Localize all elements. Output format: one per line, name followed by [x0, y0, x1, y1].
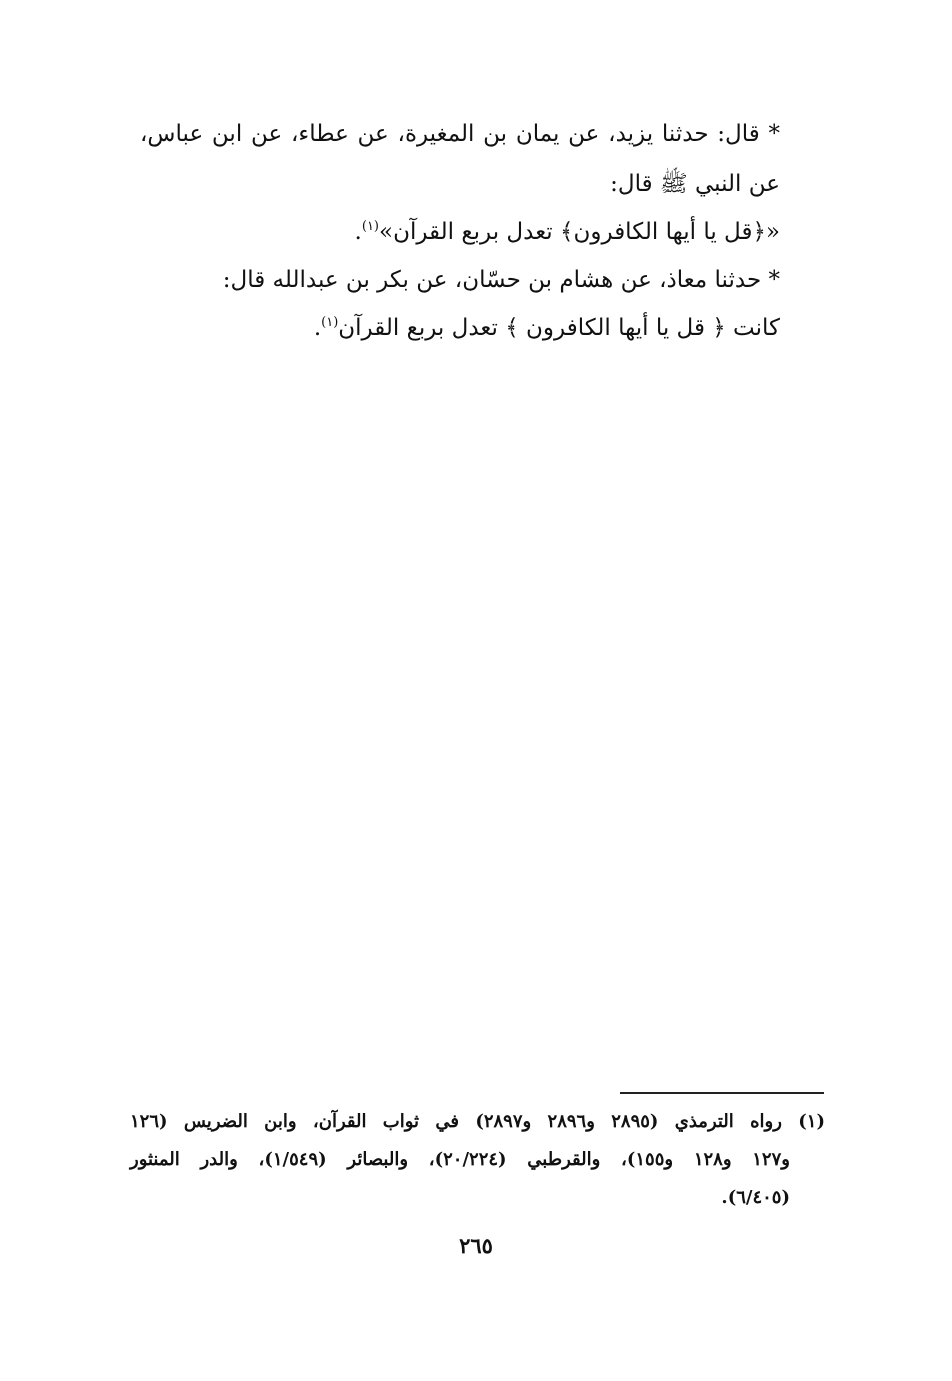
main-text: [140, 108, 780, 352]
text-line: عن النبي ﷺ قال:: [610, 171, 780, 197]
hadith-line-3: [140, 208, 780, 256]
hadith-line-2: [140, 160, 780, 208]
hadith-line-1: [140, 108, 780, 160]
page-number: ٢٦٥: [459, 1233, 493, 1258]
footnote-line-3: (٦/٤٠٥).: [721, 1187, 790, 1208]
hadith-line-5: [140, 304, 780, 352]
footnote-marker: (١): [361, 219, 379, 234]
footnote-line-1: (١) رواه الترمذي (٢٨٩٥ و٢٨٩٦ و٢٨٩٧) في ثواب القرآن، وابن الضريس (١٢٦: [130, 1111, 825, 1132]
footnote-marker: (١): [321, 315, 339, 330]
text-line: «﴿قل يا أيها الكافرون﴾ تعدل بربع القرآن»: [379, 219, 780, 245]
footnotes: [130, 1103, 825, 1217]
hadith-line-4: [140, 256, 780, 304]
text-line: * قال: حدثنا يزيد، عن يمان بن المغيرة، عن عطاء، عن ابن عباس،: [140, 121, 780, 147]
footnote-divider: [620, 1092, 824, 1094]
text-line: * حدثنا معاذ، عن هشام بن حسّان، عن بكر بن عبدالله قال:: [222, 267, 780, 293]
text-line: كانت ﴿ قل يا أيها الكافرون ﴾ تعدل بربع القرآن: [338, 315, 780, 341]
line-end: .: [354, 219, 362, 245]
footnote-line-2: و١٢٧ و١٢٨ و١٥٥)، والقرطبي (٢٠/٢٢٤)، والبصائر (١/٥٤٩)، والدر المنثور: [130, 1149, 790, 1170]
line-end: .: [313, 315, 322, 341]
